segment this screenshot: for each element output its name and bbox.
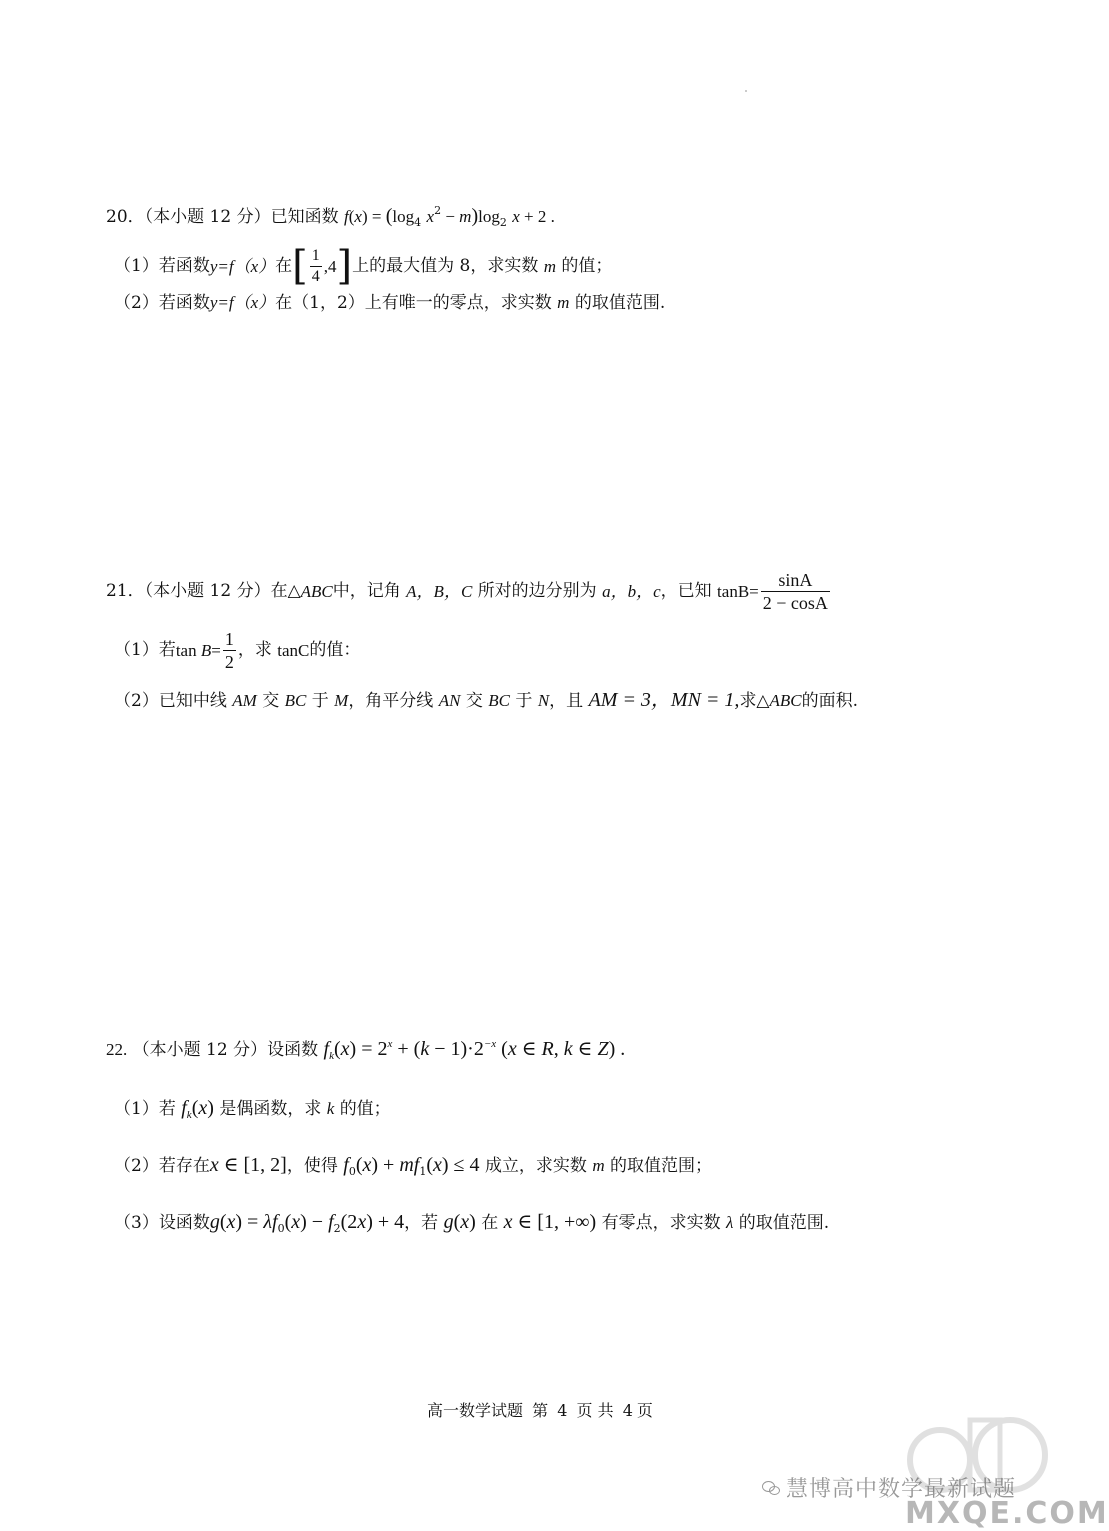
watermark-site: MXQE.COM	[905, 1496, 1109, 1531]
q22-part1: （1）若 $f_k(x)$ 是偶函数，求 k 的值；	[114, 1097, 391, 1121]
q21-part2: （2）已知中线 AM 交 BC 于 M，角平分线 AN 交 BC 于 N，且 AM = 3，MN = 1,求△ABC的面积.	[114, 689, 859, 711]
q21-part1: （1）若 tan B = $\frac{1}{2}$ ，求 tanC 的值：	[114, 628, 361, 672]
q22-part3: （3）设函数$g(x) = \lambda f_0(x) - f_2(2x) + 4$，若 g(x) 在 x ∈ [1, +∞) 有零点，求实数 λ 的取值范围.	[114, 1211, 830, 1235]
q20-part2: （2）若函数y=f（x）在（1，2）上有唯一的零点，求实数 m 的取值范围.	[114, 293, 666, 313]
q22-header: 22. （本小题 12 分）设函数 $f_k(x) = 2^x + (k - 1)\cdot 2^{-x}$ (x ∈ R, k ∈ Z) .	[106, 1038, 626, 1062]
scan-dot	[745, 90, 747, 92]
q20-header: 20．（本小题 12 分）已知函数 $f(x) = (\log_4$ $x^2 - m)\log_2$ x + 2 .	[106, 204, 555, 229]
q21-header: 21 ．（本小题 12 分）在△ ABC 中，记角 A，B，C 所对的边分别为 a，b，c ，已知 tanB = $\frac{\sin A}{2 - \cos A}$	[106, 569, 828, 613]
wechat-icon	[762, 1481, 780, 1495]
q22-part2: （2）若存在x ∈ [1, 2]，使得 $f_0(x) + mf_1(x) \le 4$ 成立，求实数 m 的取值范围；	[114, 1154, 713, 1178]
q20-part1: （1）若函数 y=f（x） 在 [ $\frac{1}{4}$ ,4 ] 上的最大值为 8，求实数 m 的值；	[114, 243, 613, 289]
page-footer: 高一数学试题 第 4 页 共 4 页	[427, 1401, 653, 1420]
watermark-text: 慧博高中数学最新试题	[786, 1477, 1017, 1502]
